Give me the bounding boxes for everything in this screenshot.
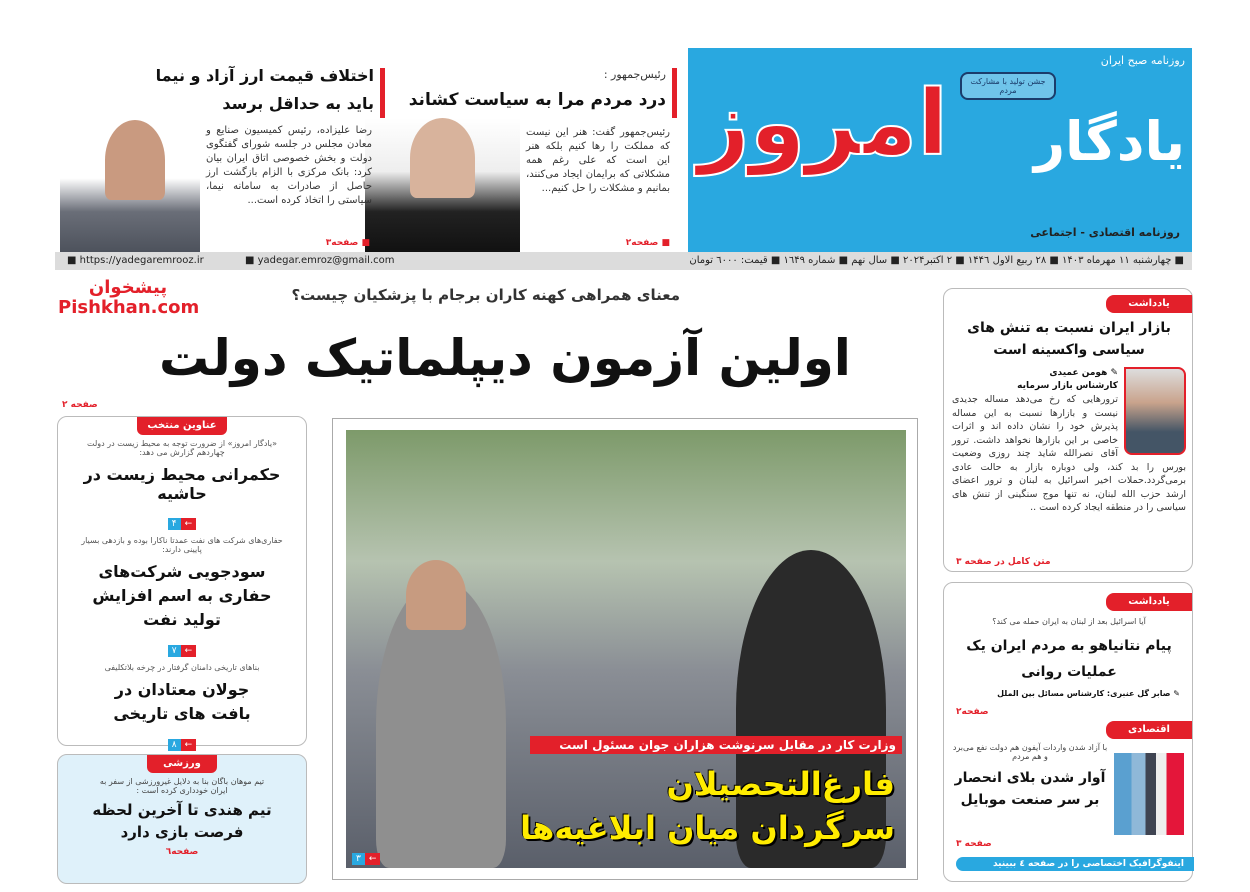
- item-kicker: حفاری‌های شرکت های نفت عمدتا ناکارا بوده و بازدهی بسیار پایینی دارند:: [81, 536, 283, 554]
- section-tag: یادداشت: [1106, 295, 1192, 313]
- note-more-link[interactable]: متن کامل در صفحه ۳: [956, 557, 1051, 567]
- economy-page[interactable]: صفحه ۳: [956, 839, 992, 849]
- phones-photo: [1114, 753, 1184, 835]
- arrow-icon: ←: [181, 645, 197, 657]
- page-badge[interactable]: ۴: [168, 518, 181, 530]
- date-bar: [55, 252, 1192, 270]
- official-photo: [60, 118, 200, 252]
- arrow-icon: ←: [181, 739, 197, 751]
- economy-kicker: با آزاد شدن واردات آیفون هم دولت نفع می‌برد و هم مردم: [952, 743, 1108, 761]
- page-badge[interactable]: ۷: [168, 645, 181, 657]
- infographic-banner[interactable]: اینفوگرافیک اختصاصی را در صفحه ٤ ببینید: [956, 857, 1194, 871]
- economy-title[interactable]: آوار شدن بلای انحصار بر سر صنعت موبایل: [954, 770, 1106, 808]
- note2-page[interactable]: صفحه۲: [956, 707, 989, 717]
- selected-headlines-box: [57, 416, 307, 750]
- item-title[interactable]: سودجویی شرکت‌های حفاری به اسم افزایش تولید نفت: [92, 562, 272, 629]
- photo-kicker: وزارت کار در مقابل سرنوشت هزاران جوان مسئول است: [530, 736, 902, 754]
- author-photo: [1124, 367, 1186, 455]
- pen-icon: ✎: [1107, 368, 1118, 378]
- page-badge[interactable]: ۸: [168, 739, 181, 751]
- top-story-body: رضا علیزاده، رئیس کمیسیون صنایع و معادن مجلس در جلسه شورای گفتگوی دولت و بخش خصوصی اتاق ایران بیان کرد: بانک مرکزی با الزام بازگشت ارز حاصل از صادرات به سامانه نیما، سیاستی را اتخاذ کرده است...: [206, 125, 372, 206]
- masthead-seal: جشن تولید با مشارکت مردم: [960, 72, 1056, 100]
- masthead-name-small: یادگار: [1033, 110, 1185, 173]
- note-box: [943, 288, 1193, 572]
- top-story-body: رئیس‌جمهور گفت: هنر این نیست که مملکت را رها کنیم بلکه هنر این است که علی رغم همه مشکلاتی که برایمان ایجاد می‌کنند، بمانیم و مشکلات را حل کنیم...: [526, 127, 670, 194]
- face: [406, 560, 466, 630]
- top-story-title[interactable]: درد مردم مرا به سیاست کشاند: [408, 90, 666, 110]
- masthead-tagline: روزنامه صبح ایران: [1100, 54, 1185, 67]
- sports-page[interactable]: صفحه٦: [165, 847, 199, 857]
- note2-kicker: آیا اسرائیل بعد از لبنان به ایران حمله می کند؟: [992, 617, 1146, 626]
- sports-box: [57, 754, 307, 884]
- masthead-type: روزنامه اقتصادی - اجتماعی: [1030, 226, 1180, 239]
- top-story-title-1[interactable]: اختلاف قیمت ارز آزاد و نیما: [155, 66, 374, 85]
- watermark: پیشخوان Pishkhan.com: [58, 277, 200, 318]
- issue-info: ■ چهارشنبه ۱۱ مهرماه ۱۴۰۳ ■ ۲۸ ربیع الاول ۱۴۴٦ ■ ۲ اکتبر۲۰۲۴ ■ سال نهم ■ شماره ۱٦۴۹ ■ قیمت: ٦۰۰۰ تومان: [689, 255, 1184, 266]
- face: [105, 120, 165, 200]
- top-story-title-2[interactable]: باید به حداقل برسد: [222, 94, 374, 113]
- note-body: ترورهایی که رخ می‌دهد مساله جدیدی نیست و بازارها نسبت به این مساله پذیرش خود را نشان داده اند و اثرات خاصی بر این بازارها نخواهد داشت. ترور آقای نصرالله شاید چند روزی وضعیت بورس را بد کند، ولی دوباره بازار به حالت عادی برمی‌گردد.حملات اخیر اسرائیل به لبنان و ترور اعضای ارشد حزب الله لبنان، نه تنها موج سنگینی از تنش های سیاسی را در منطقه ایجاد کرده است ..: [952, 394, 1186, 513]
- lead-kicker: معنای همراهی کهنه کاران برجام با پزشکیان چیست؟: [291, 286, 680, 304]
- lead-headline[interactable]: اولین آزمون دیپلماتیک دولت: [159, 329, 851, 387]
- top-story-page[interactable]: ■ صفحه۲: [625, 238, 670, 248]
- note2-title[interactable]: پیام نتانیاهو به مردم ایران یک عملیات روانی: [966, 638, 1172, 680]
- note-title[interactable]: بازار ایران نسبت به تنش های سیاسی واکسینه است: [967, 320, 1171, 358]
- divider: [672, 68, 677, 118]
- note-box: [943, 582, 1193, 882]
- section-tag: اقتصادی: [1106, 721, 1192, 739]
- author-role: کارشناس بازار سرمایه: [1017, 381, 1118, 391]
- photo-title-2[interactable]: سرگردان میان ابلاغیه‌ها: [520, 809, 895, 847]
- lead-page[interactable]: صفحه ۲: [62, 400, 98, 410]
- item-title[interactable]: حکمرانی محیط زیست در حاشیه: [83, 465, 281, 503]
- item-kicker: بناهای تاریخی دامنان گرفتار در چرخه بلاتکلیفی: [104, 663, 260, 672]
- arrow-icon: ←: [365, 853, 381, 865]
- item-kicker: «یادگار امروز» از ضرورت توجه به محیط زیست در دولت چهاردهم گزارش می دهد:: [86, 439, 277, 457]
- president-photo: [365, 118, 520, 252]
- section-tag: عناوین منتخب: [137, 417, 227, 435]
- face: [410, 118, 475, 198]
- item-title[interactable]: جولان معتادان در بافت های تاریخی: [113, 680, 251, 723]
- divider: [380, 68, 385, 118]
- arrow-icon: ←: [181, 518, 197, 530]
- section-tag: یادداشت: [1106, 593, 1192, 611]
- email-link[interactable]: ■ yadegar.emroz@gmail.com: [245, 255, 395, 266]
- section-tag: ورزشی: [147, 755, 217, 773]
- author-name: ✎ هومن عمیدی: [1049, 368, 1118, 378]
- top-story-page[interactable]: ■ صفحه۳: [325, 238, 370, 248]
- top-story-kicker: رئیس‌جمهور :: [603, 68, 666, 81]
- sports-title[interactable]: تیم هندی تا آخرین لحظه فرصت بازی دارد: [92, 801, 272, 841]
- page-badge[interactable]: ۳: [352, 853, 365, 865]
- website-link[interactable]: ■ https://yadegaremrooz.ir: [67, 255, 204, 266]
- note-content: [952, 367, 1186, 515]
- masthead-logo: امروز: [697, 71, 949, 176]
- sports-kicker: تیم موهان باگان بنا به دلایل غیرورزشی از سفر به ایران خودداری کرده است :: [99, 777, 265, 795]
- pen-icon: ✎: [1170, 689, 1180, 698]
- note2-author: ✎ صابر گل عنبری: کارشناس مسائل بین الملل: [997, 689, 1180, 698]
- photo-title-1[interactable]: فارغ‌التحصیلان: [666, 765, 895, 803]
